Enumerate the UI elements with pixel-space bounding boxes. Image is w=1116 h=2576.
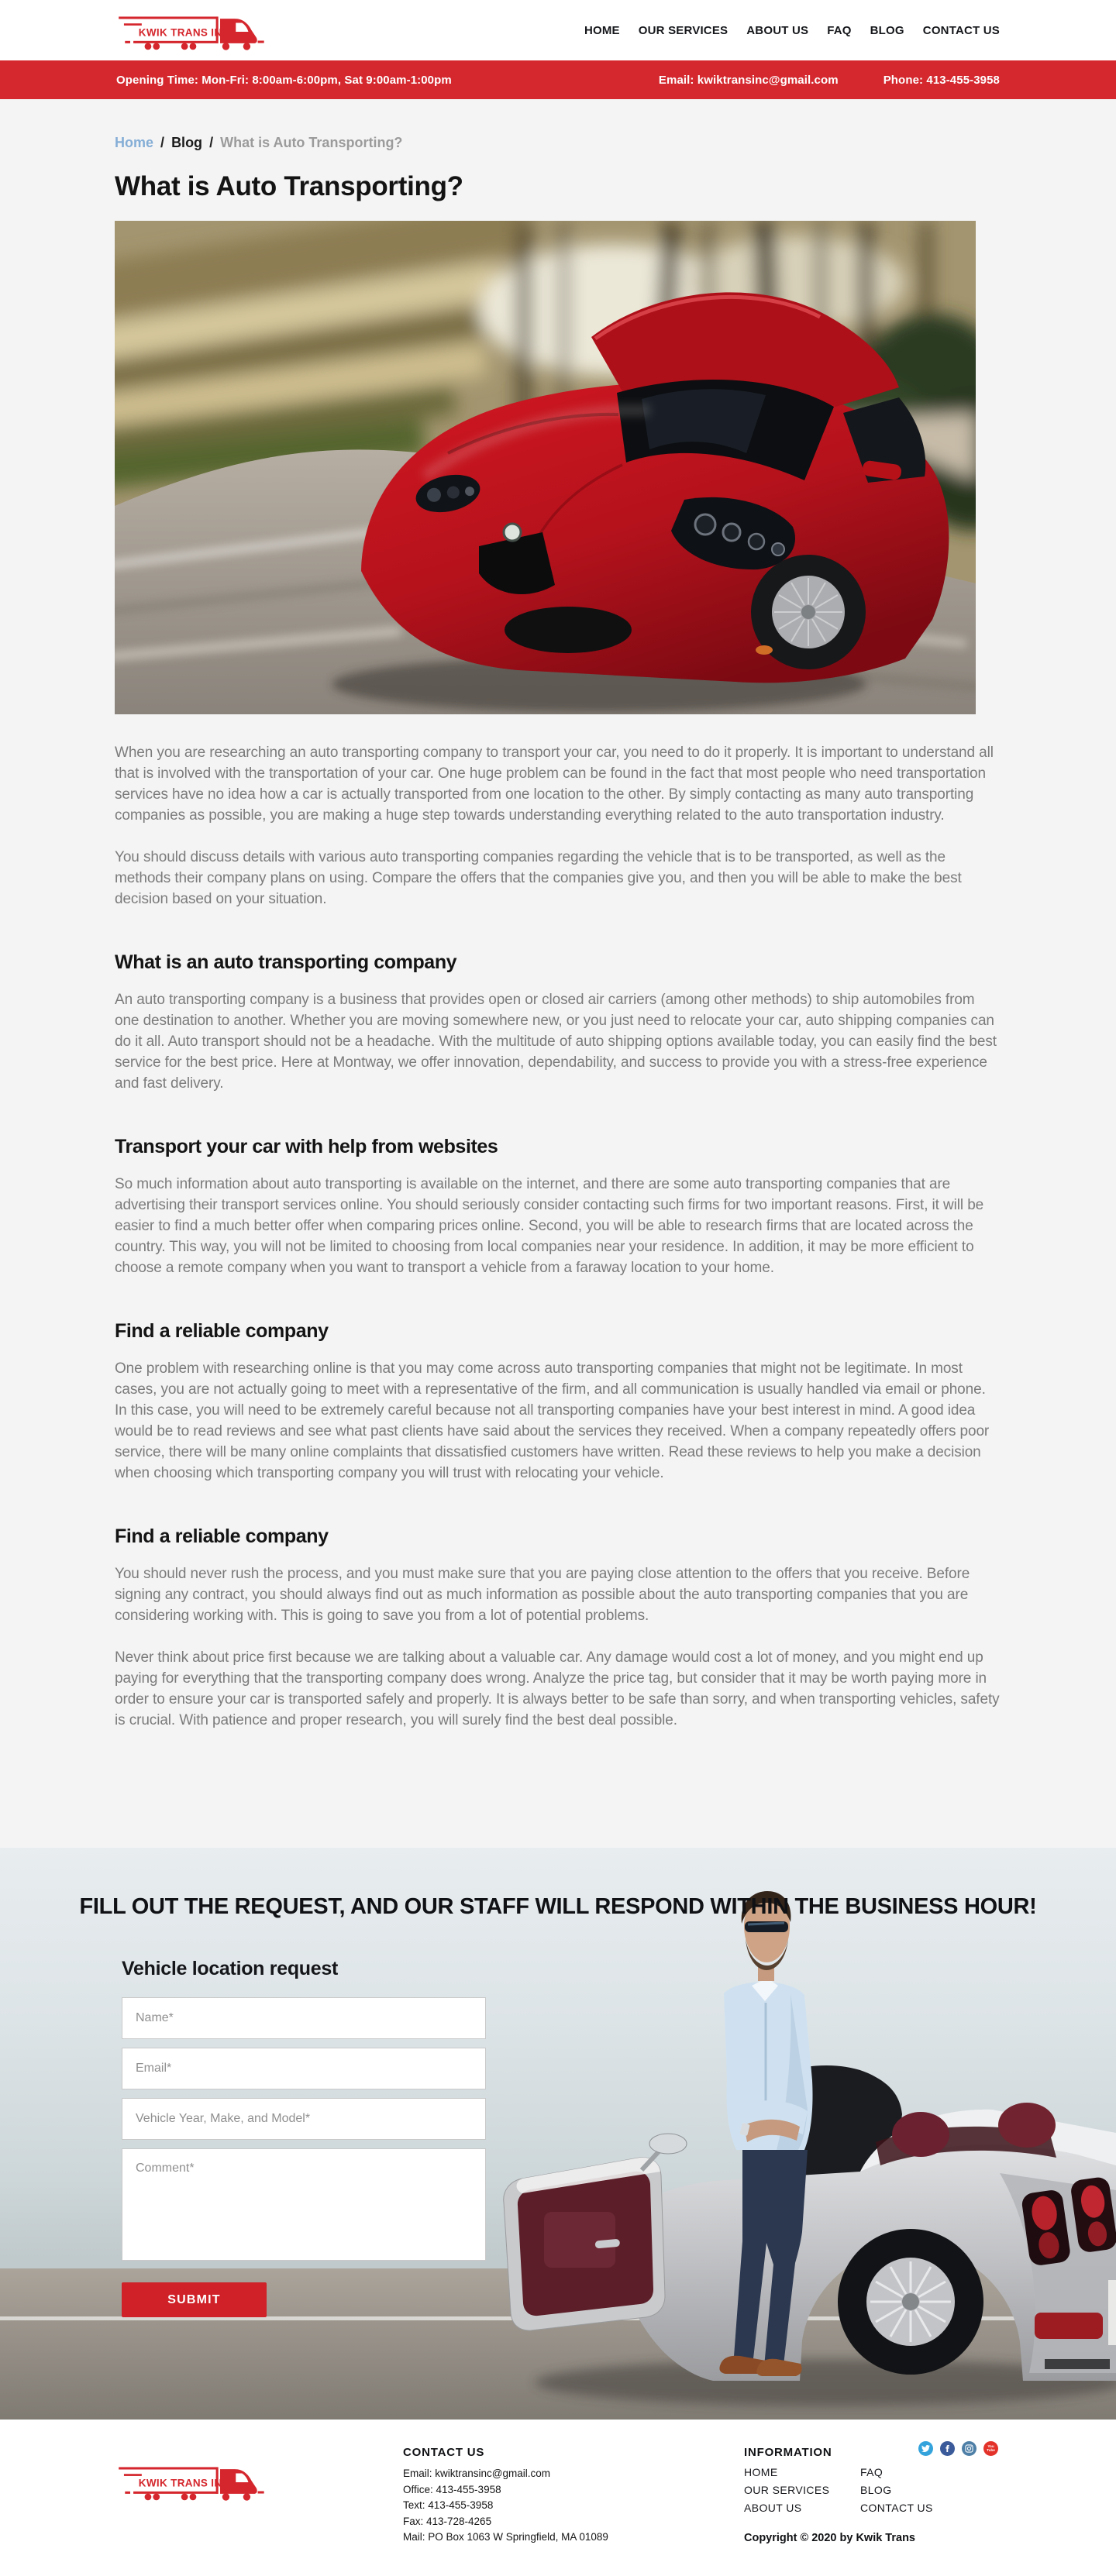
topbar-phone: Phone: 413-455-3958 (883, 73, 1000, 87)
breadcrumb (115, 99, 1001, 151)
footer-information-block (744, 2446, 961, 2546)
man-and-convertible-image (457, 1877, 1116, 2420)
article-body (115, 742, 1001, 1731)
topbar-email: Email: kwiktransinc@gmail.com (658, 73, 839, 87)
nav-contact-us[interactable]: CONTACT US (922, 23, 1000, 37)
breadcrumb-separator: / (160, 135, 165, 150)
nav-about-us[interactable]: ABOUT US (746, 23, 809, 37)
info-topbar (0, 60, 1116, 99)
svg-text:KWIK TRANS INC: KWIK TRANS INC (138, 2477, 230, 2489)
comment-input[interactable] (122, 2148, 486, 2261)
nav-blog[interactable]: BLOG (870, 23, 904, 37)
paragraph: One problem with researching online is that you may come across auto transporting companies that might not be legitimate. In most cases, you are not actually going to meet with a representative of the firm, and all communication is usually handled via email or phone. In this case, you will need to be extremely careful because not all transporting companies have your best interest in mind. A good idea would be to read reviews and see what past clients have said about the services they received. When a company repeatedly offers poor service, there will be many online complaints that dissatisfied customers have written. Read these reviews to help you make a decision when choosing which transporting company you will trust with relocating your vehicle. (115, 1360, 990, 1481)
instagram-icon[interactable] (962, 2441, 976, 2456)
footer-link-home[interactable]: HOME (744, 2466, 778, 2478)
section-heading: Find a reliable company (115, 1320, 329, 1342)
footer-link-faq[interactable]: FAQ (860, 2466, 884, 2478)
vehicle-request-form (122, 1958, 486, 2317)
information-heading: INFORMATION (744, 2446, 832, 2459)
contact-us-heading: CONTACT US (403, 2446, 485, 2459)
contact-office: Office: 413-455-3958 (403, 2483, 501, 2495)
social-icons (918, 2441, 998, 2456)
brand-text: KWIK TRANS INC (138, 26, 230, 39)
request-cta-section (0, 1848, 1116, 2420)
cta-heading: FILL OUT THE REQUEST, AND OUR STAFF WILL RESPOND WITHIN THE BUSINESS HOUR! (79, 1894, 1037, 1919)
footer-contact-block (403, 2446, 744, 2546)
brand-logo[interactable] (116, 8, 276, 53)
email-input[interactable] (122, 2048, 486, 2089)
footer-logo[interactable] (116, 2446, 403, 2546)
name-input[interactable] (122, 1997, 486, 2039)
paragraph: Never think about price first because we are talking about a valuable car. Any damage would cost a lot of money, and you might end up paying for everything that the transporting company does wrong. Analyze the price tag, but consider that it may be worth paying more in order to ensure your car is transported safely and properly. It is always better to be safe than sorry, and when transporting vehicles, safety is crucial. With patience and proper research, you will surely find the best deal possible. (115, 1649, 1000, 1728)
opening-hours: Opening Time: Mon-Fri: 8:00am-6:00pm, Sat 9:00am-1:00pm (116, 73, 452, 87)
hero-image (115, 221, 976, 714)
contact-email: Email: kwiktransinc@gmail.com (403, 2468, 550, 2479)
section-heading: Transport your car with help from websites (115, 1136, 498, 1157)
form-title: Vehicle location request (122, 1958, 339, 1979)
paragraph: You should never rush the process, and you must make sure that you are paying close attention to the offers that you receive. Before signing any contract, you should always find out as much information as possible about the auto transporting companies that you are considering working with. This is going to save you from a lot of potential problems. (115, 1566, 970, 1624)
footer-link-blog[interactable]: BLOG (860, 2484, 892, 2496)
paragraph: You should discuss details with various auto transporting companies regarding the vehicle that is to be transported, as well as the methods their company plans on using. Compare the offers that the companies give you, and then you will be able to make the best decision based on your situation. (115, 849, 962, 907)
site-header (0, 0, 1116, 60)
youtube-icon[interactable] (983, 2441, 998, 2456)
copyright: Copyright © 2020 by Kwik Trans (744, 2532, 915, 2544)
section-heading: What is an auto transporting company (115, 951, 457, 973)
nav-home[interactable]: HOME (584, 23, 620, 37)
breadcrumb-separator: / (209, 135, 214, 150)
breadcrumb-home[interactable]: Home (115, 135, 154, 150)
breadcrumb-current: What is Auto Transporting? (220, 135, 403, 150)
contact-fax: Fax: 413-728-4265 (403, 2515, 492, 2527)
main-nav (584, 24, 1000, 37)
blog-content (0, 99, 1116, 1848)
breadcrumb-blog[interactable]: Blog (171, 135, 203, 150)
truck-logo-icon (116, 2458, 276, 2503)
footer-link-contact-us[interactable]: CONTACT US (860, 2502, 933, 2514)
footer-link-about-us[interactable]: ABOUT US (744, 2502, 802, 2514)
vehicle-input[interactable] (122, 2098, 486, 2140)
paragraph: An auto transporting company is a business that provides open or closed air carriers (among other methods) to ship automobiles from one destination to another. Whether you are moving somewhere new, or you just need to relocate your car, auto shipping companies can do it all. Auto transport should not be a headache. With the multitude of auto shipping options available today, you can easily find the best service for the best price. Here at Montway, we offer innovation, dependability, and success to provide you with a stress-free experience and fast delivery. (115, 992, 997, 1092)
nav-faq[interactable]: FAQ (827, 23, 852, 37)
footer-link-our-services[interactable]: OUR SERVICES (744, 2484, 830, 2496)
truck-logo-icon (116, 8, 276, 53)
nav-our-services[interactable]: OUR SERVICES (638, 23, 728, 37)
site-footer (0, 2420, 1116, 2576)
section-heading: Find a reliable company (115, 1525, 329, 1547)
youtube-label: You Tube (987, 2444, 995, 2452)
twitter-icon[interactable] (918, 2441, 933, 2456)
page-title: What is Auto Transporting? (115, 171, 463, 201)
facebook-icon[interactable] (940, 2441, 955, 2456)
paragraph: When you are researching an auto transporting company to transport your car, you need to do it properly. It is important to understand all that is involved with the transportation of your car. One huge problem can be found in the fact that most people who need transportation services have no idea how a car is actually transported from one location to the other. By simply contacting as many auto transporting companies as possible, you are making a huge step towards understanding everything related to the auto transportation industry. (115, 745, 994, 824)
contact-text: Text: 413-455-3958 (403, 2499, 494, 2511)
paragraph: So much information about auto transporting is available on the internet, and there are some auto transporting companies that are advertising their transport services online. You should seriously consider contacting such firms for two important reasons. First, it will be easier to find a much better offer when comparing prices online. Second, you will be able to research firms that are located across the country. This way, you will not be limited to choosing from local companies near your residence. In addition, it may be more efficient to choose a remote company when you want to transport a vehicle from a faraway location to your home. (115, 1176, 984, 1276)
contact-mail: Mail: PO Box 1063 W Springfield, MA 01089 (403, 2531, 608, 2543)
submit-button[interactable]: SUBMIT (122, 2282, 267, 2317)
